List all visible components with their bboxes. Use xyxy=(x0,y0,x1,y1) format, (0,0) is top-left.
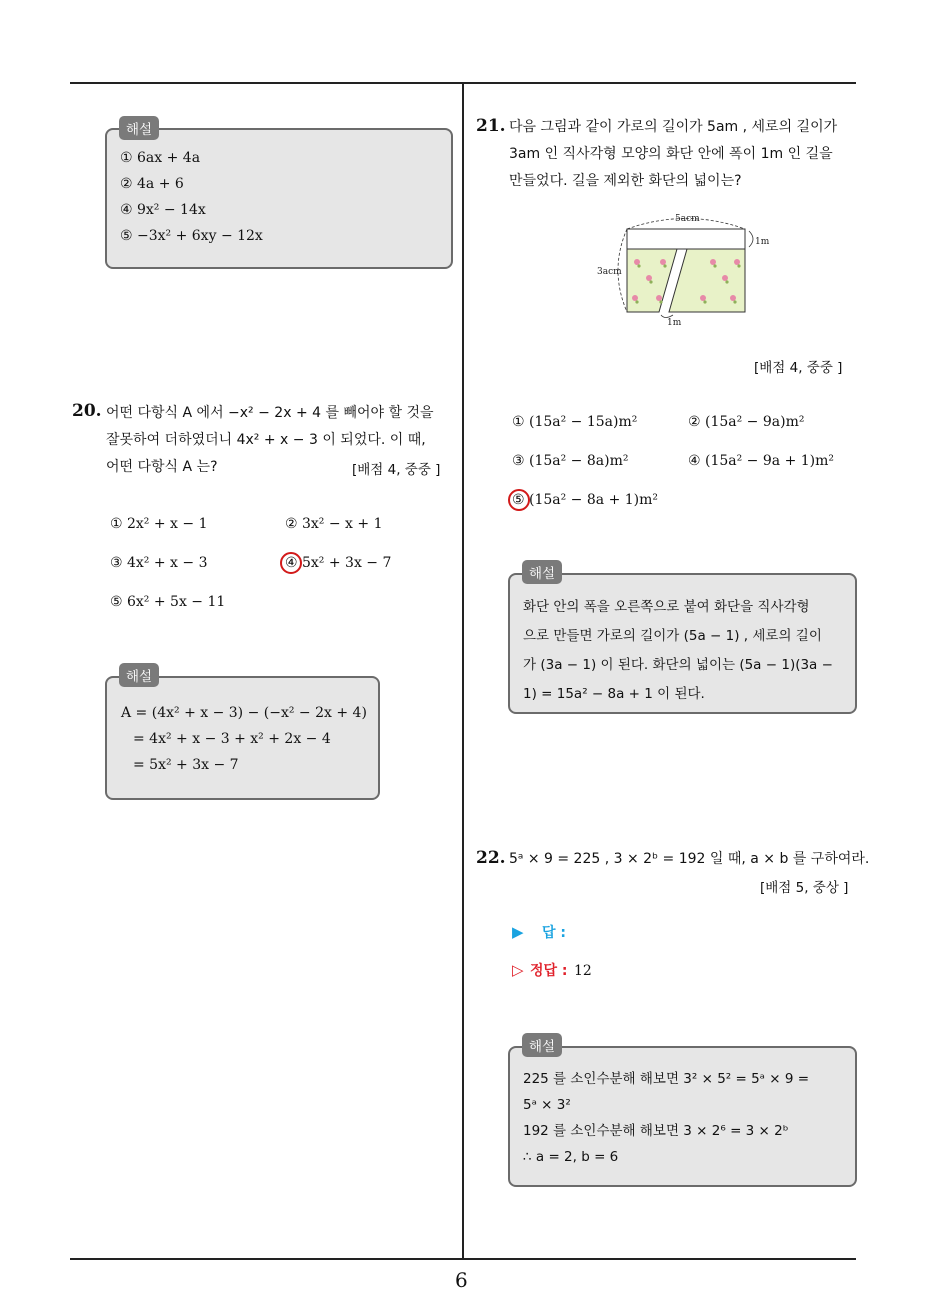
solution-line: = 5x² + 3x − 7 xyxy=(133,757,239,773)
score-22: [배점 5, 중상 ] xyxy=(760,880,849,896)
path-strip-top xyxy=(627,229,745,249)
question-text-21 xyxy=(509,114,859,195)
solution-line: 1) = 15a² − 8a + 1 이 된다. xyxy=(523,686,705,702)
choice-2[interactable]: ② 3x² − x + 1 xyxy=(285,516,383,532)
question-line: 만들었다. 길을 제외한 화단의 넓이는? xyxy=(509,173,742,189)
correct-label: 정답 : xyxy=(530,963,568,979)
solution-box-19 xyxy=(105,128,453,269)
solution-tag: 해설 xyxy=(522,1033,562,1057)
page-number: 6 xyxy=(455,1268,468,1292)
solution-line: 192 를 소인수분해 해보면 3 × 2⁶ = 3 × 2ᵇ xyxy=(523,1123,789,1139)
correct-answer-row xyxy=(512,960,592,980)
solution-line: 화단 안의 폭을 오른쪽으로 붙여 화단을 직사각형 xyxy=(523,599,810,615)
play-outline-icon: ▷ xyxy=(512,961,524,979)
solution-line: = 4x² + x − 3 + x² + 2x − 4 xyxy=(133,731,331,747)
answer-circle-mark xyxy=(508,489,530,511)
solution-tag: 해설 xyxy=(119,116,159,140)
solution-line: 5ᵃ × 3² xyxy=(523,1097,571,1113)
solution-line: ② 4a + 6 xyxy=(120,176,184,192)
solution-line: 225 를 소인수분해 해보면 3² × 5² = 5ᵃ × 9 = xyxy=(523,1071,810,1087)
figure-label-top: 5acm xyxy=(675,214,700,224)
solution-box-22 xyxy=(508,1046,857,1187)
solution-line: 가 (3a − 1) 이 된다. 화단의 넓이는 (5a − 1)(3a − xyxy=(523,657,833,673)
choice-3[interactable]: ③ 4x² + x − 3 xyxy=(110,555,208,571)
choice-5[interactable]: ⑤ 6x² + 5x − 11 xyxy=(110,594,226,610)
choice-4[interactable]: ④ 5x² + 3x − 7 xyxy=(285,555,392,571)
choice-1[interactable]: ① (15a² − 15a)m² xyxy=(512,414,638,430)
correct-value: 12 xyxy=(573,963,592,979)
question-line: 다음 그림과 같이 가로의 길이가 5am , 세로의 길이가 xyxy=(509,119,838,135)
solution-line: ⑤ −3x² + 6xy − 12x xyxy=(120,228,263,244)
dimension-arc-right xyxy=(749,231,753,247)
question-number-20: 20. xyxy=(72,401,102,421)
solution-box-21 xyxy=(508,573,857,714)
figure-label-left: 3acm xyxy=(597,267,622,277)
figure-label-bottom: 1m xyxy=(667,318,682,328)
solution-line: ④ 9x² − 14x xyxy=(120,202,206,218)
score-21: [배점 4, 중중 ] xyxy=(754,360,843,376)
choice-4[interactable]: ④ (15a² − 9a + 1)m² xyxy=(688,453,835,469)
column-divider xyxy=(462,82,464,1259)
answer-circle-mark xyxy=(280,552,302,574)
question-line: 어떤 다항식 A 는? xyxy=(106,459,218,475)
play-icon: ▶ xyxy=(512,923,524,941)
solution-line: ∴ a = 2, b = 6 xyxy=(523,1149,619,1165)
bottom-rule xyxy=(70,1258,856,1260)
question-number-22: 22. xyxy=(476,848,506,868)
solution-tag: 해설 xyxy=(522,560,562,584)
solution-line: ① 6ax + 4a xyxy=(120,150,201,166)
figure-label-right: 1m xyxy=(755,237,770,247)
solution-box-20 xyxy=(105,676,380,800)
choice-5[interactable]: ⑤ (15a² − 8a + 1)m² xyxy=(512,492,659,508)
choice-2[interactable]: ② (15a² − 9a)m² xyxy=(688,414,805,430)
question-text-22: 5ᵃ × 9 = 225 , 3 × 2ᵇ = 192 일 때, a × b 를 구하여라. xyxy=(509,851,870,867)
question-line: 3am 인 직사각형 모양의 화단 안에 폭이 1m 인 길을 xyxy=(509,146,833,162)
choice-3[interactable]: ③ (15a² − 8a)m² xyxy=(512,453,629,469)
solution-tag: 해설 xyxy=(119,663,159,687)
solution-line: A = (4x² + x − 3) − (−x² − 2x + 4) xyxy=(121,705,367,721)
question-line: 어떤 다항식 A 에서 −x² − 2x + 4 를 빼어야 할 것을 xyxy=(106,405,434,421)
garden-figure xyxy=(595,206,785,330)
garden-left-part xyxy=(627,249,677,312)
choice-1[interactable]: ① 2x² + x − 1 xyxy=(110,516,208,532)
score-20: [배점 4, 중중 ] xyxy=(352,462,441,478)
answer-label: 답 : xyxy=(542,925,566,941)
question-line: 잘못하여 더하였더니 4x² + x − 3 이 되었다. 이 때, xyxy=(106,432,426,448)
answer-row xyxy=(512,922,566,942)
question-number-21: 21. xyxy=(476,116,506,136)
solution-line: 으로 만들면 가로의 길이가 (5a − 1) , 세로의 길이 xyxy=(523,628,822,644)
